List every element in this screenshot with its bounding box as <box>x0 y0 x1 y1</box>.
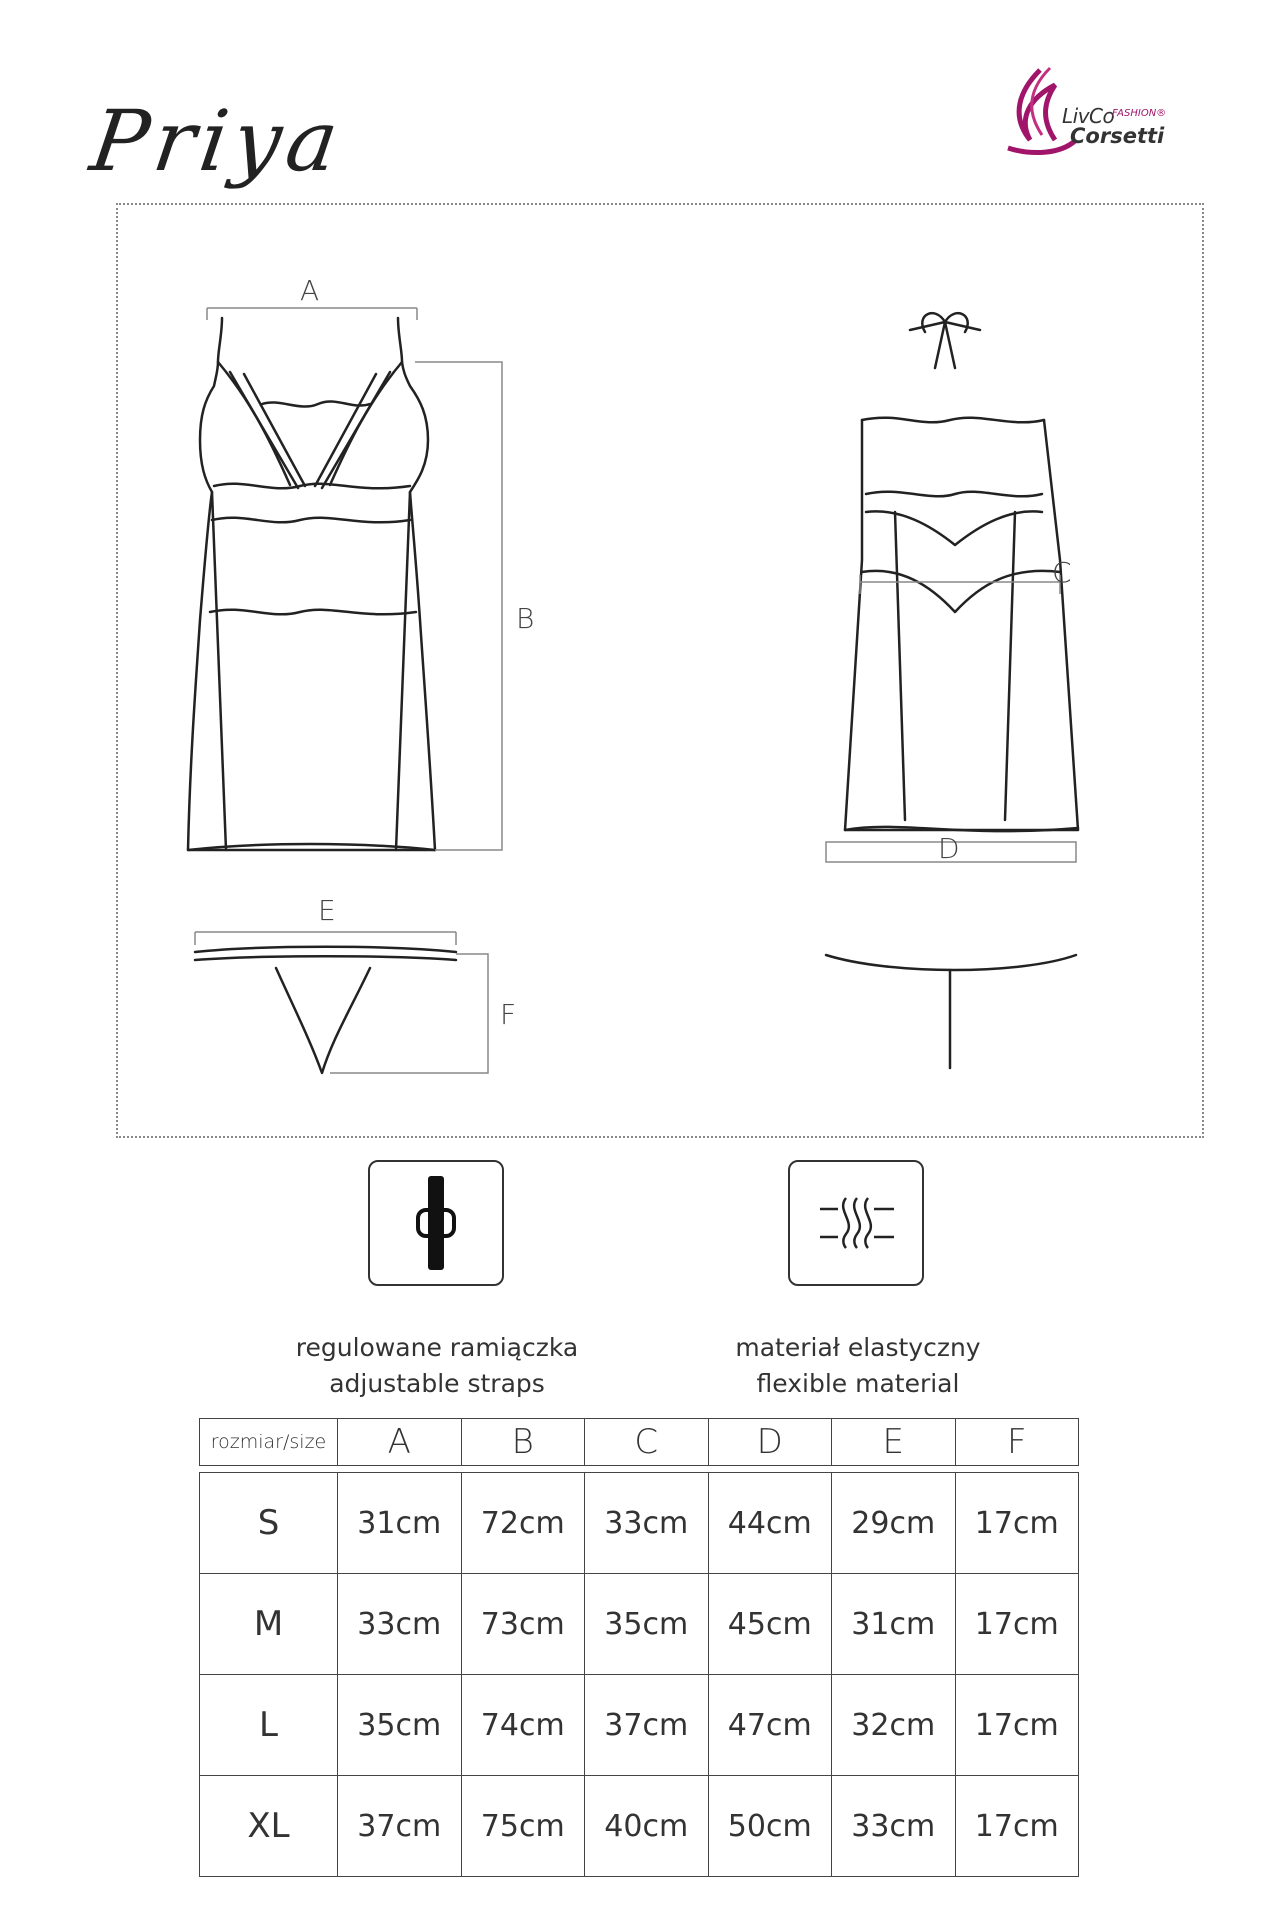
table-row <box>200 1473 1079 1574</box>
table-cell: 37cm <box>338 1776 462 1877</box>
table-header-row <box>200 1419 1079 1466</box>
size-table-header <box>199 1418 1079 1466</box>
size-cell: L <box>200 1675 338 1776</box>
table-row <box>200 1675 1079 1776</box>
table-row <box>200 1574 1079 1675</box>
column-header: C <box>585 1419 709 1466</box>
size-table <box>199 1472 1079 1877</box>
dimension-label-a: A <box>300 274 320 307</box>
dimension-label-e: E <box>318 894 336 927</box>
size-cell: M <box>200 1574 338 1675</box>
table-cell: 32cm <box>832 1675 956 1776</box>
feature-label-en: flexible material <box>756 1369 960 1398</box>
column-header: D <box>708 1419 832 1466</box>
feature-label-pl: materiał elastyczny <box>735 1333 981 1362</box>
feature-label-en: adjustable straps <box>329 1369 545 1398</box>
table-cell: 35cm <box>585 1574 709 1675</box>
feature-flexible-material <box>648 1330 1068 1402</box>
size-cell: XL <box>200 1776 338 1877</box>
table-cell: 35cm <box>338 1675 462 1776</box>
adjustable-strap-icon <box>368 1160 504 1286</box>
column-header: E <box>832 1419 956 1466</box>
table-cell: 37cm <box>585 1675 709 1776</box>
column-header: B <box>461 1419 585 1466</box>
table-cell: 29cm <box>832 1473 956 1574</box>
table-cell: 17cm <box>955 1675 1079 1776</box>
dimension-label-f: F <box>500 998 517 1031</box>
table-cell: 31cm <box>338 1473 462 1574</box>
table-cell: 33cm <box>832 1776 956 1877</box>
dimension-label-d: D <box>938 832 960 865</box>
table-cell: 75cm <box>461 1776 585 1877</box>
table-cell: 33cm <box>338 1574 462 1675</box>
thong-back-drawing <box>826 955 1076 1068</box>
table-cell: 47cm <box>708 1675 832 1776</box>
brand-name-livco: LivCo <box>1062 104 1115 128</box>
thong-front-drawing <box>195 947 456 1073</box>
column-header: A <box>338 1419 462 1466</box>
chemise-back-drawing <box>845 313 1078 831</box>
table-row <box>200 1776 1079 1877</box>
table-cell: 33cm <box>585 1473 709 1574</box>
column-header: F <box>955 1419 1079 1466</box>
table-cell: 17cm <box>955 1473 1079 1574</box>
size-column-header: rozmiar/size <box>200 1419 338 1466</box>
table-cell: 40cm <box>585 1776 709 1877</box>
brand-name-corsetti: Corsetti <box>1070 124 1165 148</box>
table-cell: 17cm <box>955 1574 1079 1675</box>
table-cell: 31cm <box>832 1574 956 1675</box>
table-cell: 17cm <box>955 1776 1079 1877</box>
product-title: Priya <box>85 92 350 190</box>
feature-adjustable-straps <box>227 1330 647 1402</box>
brand-fashion: FASHION® <box>1112 108 1167 119</box>
dimension-label-c: C <box>1052 556 1072 589</box>
elastic-material-icon <box>788 1160 924 1286</box>
size-cell: S <box>200 1473 338 1574</box>
table-cell: 72cm <box>461 1473 585 1574</box>
table-cell: 50cm <box>708 1776 832 1877</box>
table-cell: 74cm <box>461 1675 585 1776</box>
chemise-front-drawing <box>188 318 435 850</box>
feature-label-pl: regulowane ramiączka <box>295 1333 579 1362</box>
table-cell: 44cm <box>708 1473 832 1574</box>
table-cell: 73cm <box>461 1574 585 1675</box>
table-cell: 45cm <box>708 1574 832 1675</box>
dimension-label-b: B <box>516 602 535 635</box>
